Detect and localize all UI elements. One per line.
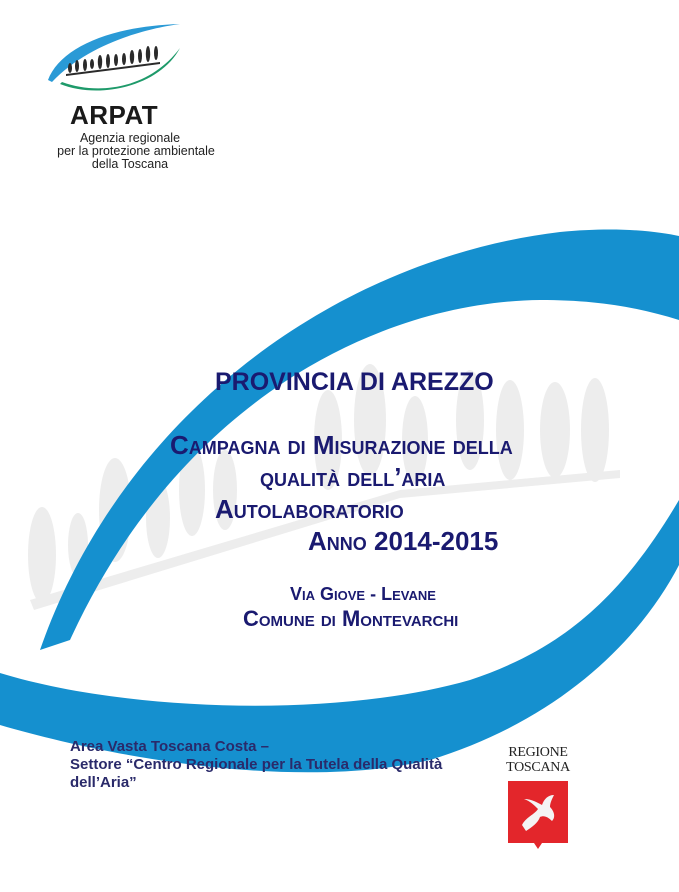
footer-line: dell’Aria” [70,774,137,791]
arpat-subtitle-line: Agenzia regionale [79,131,181,145]
cover-title-line-3: Autolaboratorio [215,494,404,524]
regione-toscana-shield-icon [508,781,568,851]
arpat-logo-subtitle [57,131,215,171]
footer-line: Area Vasta Toscana Costa – [70,738,269,755]
footer-department [70,738,442,792]
province-title: PROVINCIA DI AREZZO [215,368,494,396]
regione-toscana-label [503,745,573,775]
cover-title-line-1: Campagna di Misurazione della [170,430,513,460]
regione-line: REGIONE [508,745,568,760]
municipality-text: Comune di Montevarchi [243,606,459,631]
location-text: Via Giove - Levane [290,584,436,604]
arpat-subtitle-line: della Toscana [91,157,169,171]
arpat-subtitle-line: per la protezione ambientale [57,144,215,158]
footer-line: Settore “Centro Regionale per la Tutela della Qualità [70,756,443,773]
regione-line: TOSCANA [506,760,570,775]
arpat-logo-name: ARPAT [70,100,159,130]
cover-title-line-2: qualità dell’aria [260,462,446,492]
cover-title-line-4: Anno 2014-2015 [308,526,499,556]
arpat-logo-icon [40,18,190,98]
